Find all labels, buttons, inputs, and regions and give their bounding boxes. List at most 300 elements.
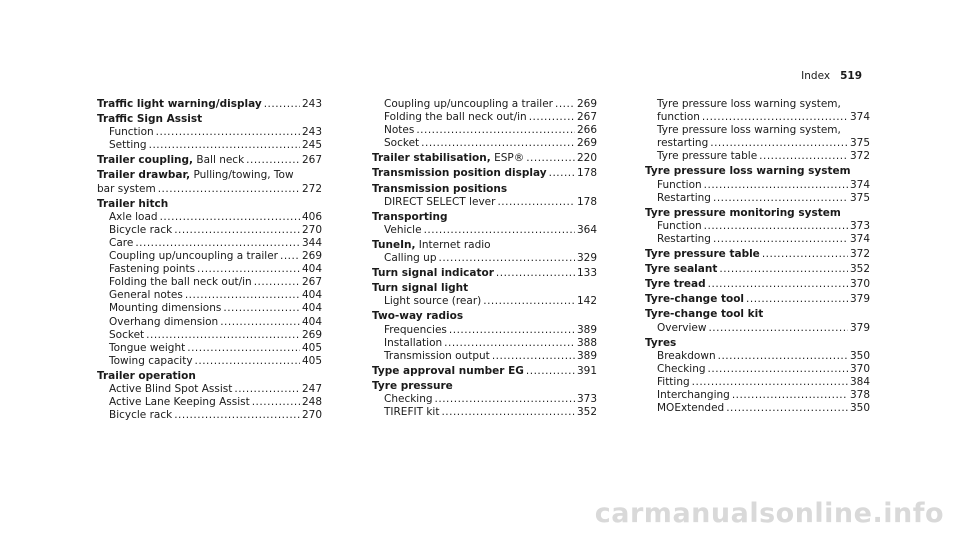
index-subentry [372, 324, 597, 337]
subentry-text: Axle load [109, 210, 158, 223]
entry-heading: Tyre-change tool kit [645, 308, 764, 321]
page-ref: 405 [301, 354, 322, 367]
leader-dots [146, 329, 300, 342]
leader-dots [704, 179, 848, 192]
index-subentry [645, 389, 870, 402]
entry-heading: Tyre sealant [645, 263, 718, 276]
index-subentry [97, 302, 322, 315]
index-subentry [97, 237, 322, 250]
index-entry-line [372, 310, 597, 323]
index-subentry [97, 139, 322, 152]
page-ref: 344 [301, 236, 322, 249]
index-subentry [372, 252, 597, 265]
entry-text [372, 211, 448, 224]
subentry-text: Fastening points [109, 263, 196, 276]
leader-dots [174, 224, 300, 237]
leader-dots [555, 98, 575, 111]
entry-heading: Turn signal light [372, 282, 469, 295]
page-ref: 370 [849, 278, 870, 291]
subentry-text: General notes [109, 289, 183, 302]
entry-continuation: bar system [97, 182, 156, 195]
entry-suffix: Ball neck [193, 154, 245, 167]
index-entry [645, 207, 870, 246]
page-ref: 389 [576, 323, 597, 336]
page-ref: 267 [576, 111, 597, 124]
index-entry-line [97, 98, 322, 111]
page-ref: 269 [576, 137, 597, 150]
leader-dots [497, 196, 575, 209]
page-ref: 404 [301, 315, 322, 328]
leader-dots [708, 322, 848, 335]
leader-dots [197, 263, 300, 276]
leader-dots [195, 355, 300, 368]
leader-dots [187, 342, 300, 355]
leader-dots [149, 139, 300, 152]
leader-dots [762, 248, 848, 261]
index-entry-line [372, 183, 597, 196]
index-entry [372, 365, 597, 378]
index-subentry [645, 376, 870, 389]
page-ref: 375 [849, 137, 870, 150]
subentry-continuation: function [657, 111, 700, 124]
index-column-1 [97, 98, 322, 424]
subentry-text: Folding the ball neck out/in [384, 111, 527, 124]
entry-heading: Trailer drawbar, [97, 169, 191, 182]
index-entry-line [372, 239, 597, 252]
entry-text [97, 198, 168, 211]
entry-text [372, 310, 463, 323]
index-column-2 [372, 98, 597, 421]
page-ref: 352 [576, 406, 597, 419]
index-subentry [645, 192, 870, 205]
subentry-text: Function [657, 219, 702, 232]
entry-text [372, 183, 507, 196]
index-entry [645, 248, 870, 261]
leader-dots [135, 237, 300, 250]
index-entry-line [97, 169, 322, 182]
leader-dots [710, 137, 848, 150]
leader-dots [549, 167, 575, 180]
entry-heading: Tyre pressure table [645, 248, 760, 261]
subentry-text: Notes [384, 124, 415, 137]
leader-dots [692, 376, 848, 389]
subentry-text: Tyre pressure loss warning system, [657, 98, 841, 110]
entry-text [645, 308, 763, 321]
index-subentry [372, 406, 597, 419]
entry-heading: Trailer coupling, [97, 154, 194, 167]
index-entry [645, 293, 870, 306]
index-subentry [645, 150, 870, 163]
page-ref: 404 [301, 263, 322, 276]
subentry-text: Checking [384, 392, 433, 405]
leader-dots [424, 224, 575, 237]
entry-heading: Two-way radios [372, 310, 464, 323]
leader-dots [416, 124, 575, 137]
leader-dots [252, 396, 300, 409]
entry-heading: Transmission position display [372, 167, 547, 180]
page-ref: 350 [849, 402, 870, 415]
index-subentry [372, 224, 597, 237]
index-subentry [97, 289, 322, 302]
index-subentry [372, 350, 597, 363]
index-subentry [97, 342, 322, 355]
leader-dots [704, 220, 848, 233]
page-ref: 350 [849, 349, 870, 362]
entry-heading: Trailer stabilisation, [372, 152, 491, 165]
index-entry-line [97, 113, 322, 126]
page-ref: 243 [301, 126, 322, 139]
subentry-text: Tyre pressure loss warning system, [657, 124, 841, 137]
entry-heading: Traffic Sign Assist [97, 113, 203, 126]
index-entry-line [97, 154, 322, 167]
index-entry-line [645, 248, 870, 261]
leader-dots [160, 211, 300, 224]
index-subentry [97, 224, 322, 237]
leader-dots [444, 337, 575, 350]
subentry-text: Vehicle [384, 223, 422, 236]
entry-text [372, 152, 524, 165]
leader-dots [220, 316, 300, 329]
entry-text [372, 282, 468, 295]
index-subentry [645, 98, 870, 111]
index-subentry [372, 111, 597, 124]
page-ref: 374 [849, 232, 870, 245]
leader-dots [526, 365, 575, 378]
index-entry [645, 165, 870, 204]
entry-heading: Type approval number EG [372, 364, 524, 377]
index-entry-line [372, 365, 597, 378]
index-subentry [645, 402, 870, 415]
entry-text [645, 293, 744, 306]
index-entry-line [645, 278, 870, 291]
entry-text [97, 154, 244, 167]
page-ref: 178 [576, 167, 597, 180]
leader-dots [492, 350, 575, 363]
index-entry [97, 169, 322, 195]
subentry-text: Active Blind Spot Assist [109, 382, 233, 395]
entry-heading: Tyre tread [645, 278, 706, 291]
page-ref: 220 [576, 152, 597, 165]
entry-text [97, 98, 262, 111]
page-ref: 404 [301, 289, 322, 302]
page-ref: 379 [849, 321, 870, 334]
entry-heading: Tyre pressure [372, 379, 453, 392]
entry-heading: Transporting [372, 210, 448, 223]
entry-heading: Trailer hitch [97, 197, 169, 210]
index-entry [97, 113, 322, 152]
index-subentry [97, 316, 322, 329]
index-entry [97, 198, 322, 368]
index-entry-line [97, 370, 322, 383]
leader-dots [441, 406, 575, 419]
index-entry-line [645, 207, 870, 220]
page-ref: 267 [301, 154, 322, 167]
subentry-text: Frequencies [384, 323, 447, 336]
index-entry-line [372, 152, 597, 165]
subentry-text: Transmission output [384, 349, 490, 362]
entry-text [372, 167, 547, 180]
subentry-text: Tongue weight [109, 341, 186, 354]
index-entry-line [372, 167, 597, 180]
entry-heading: Turn signal indicator [372, 267, 494, 280]
entry-text [645, 165, 851, 178]
index-subentry [97, 396, 322, 409]
page-ref: 374 [849, 111, 870, 124]
subentry-text: Overview [657, 321, 707, 334]
page-ref: 372 [849, 248, 870, 261]
leader-dots [526, 152, 575, 165]
index-subentry [97, 263, 322, 276]
index-subentry [645, 350, 870, 363]
page-ref: 384 [849, 375, 870, 388]
subentry-text: Bicycle rack [109, 409, 173, 422]
index-subentry [372, 337, 597, 350]
index-entry-line [645, 293, 870, 306]
index-entry [97, 98, 322, 111]
index-entry-line [645, 165, 870, 178]
index-subentry [645, 179, 870, 192]
index-entry-line [372, 211, 597, 224]
leader-dots [726, 402, 848, 415]
subentry-text: Socket [109, 328, 145, 341]
page-ref: 270 [301, 223, 322, 236]
index-subentry [645, 137, 870, 150]
index-subentry [97, 329, 322, 342]
page-ref: 272 [301, 182, 322, 195]
subentry-text: Light source (rear) [384, 295, 482, 308]
subentry-text: TIREFIT kit [384, 406, 440, 419]
leader-dots [439, 252, 575, 265]
index-entry [372, 167, 597, 180]
entry-text [97, 113, 202, 126]
leader-dots [529, 111, 575, 124]
index-entry [645, 308, 870, 334]
leader-dots [174, 409, 300, 422]
leader-dots [483, 295, 575, 308]
index-entry-line [97, 183, 322, 196]
entry-suffix: Pulling/towing, Tow [190, 169, 294, 182]
page-ref: 364 [576, 223, 597, 236]
index-subentry [645, 233, 870, 246]
leader-dots [449, 324, 575, 337]
index-entry [645, 337, 870, 416]
leader-dots [435, 393, 575, 406]
index-subentry [372, 124, 597, 137]
index-subentry [97, 211, 322, 224]
entry-text [372, 239, 491, 252]
page-ref: 269 [301, 328, 322, 341]
subentry-text: DIRECT SELECT lever [384, 195, 496, 208]
subentry-text: Socket [384, 137, 420, 150]
page-ref: 378 [849, 388, 870, 401]
index-subentry [645, 220, 870, 233]
leader-dots [264, 98, 300, 111]
entry-heading: Tyre pressure loss warning system [645, 165, 851, 178]
entry-suffix: Internet radio [415, 238, 491, 251]
page-ref: 379 [849, 293, 870, 306]
subentry-text: MOExtended [657, 402, 725, 415]
page-ref: 375 [849, 191, 870, 204]
leader-dots [759, 150, 848, 163]
page-ref: 178 [576, 195, 597, 208]
index-entry [372, 239, 597, 265]
leader-dots [713, 192, 848, 205]
page-ref: 248 [301, 396, 322, 409]
subentry-text: Installation [384, 336, 443, 349]
page-ref: 391 [576, 364, 597, 377]
subentry-text: Overhang dimension [109, 315, 219, 328]
index-subentry [645, 124, 870, 137]
subentry-text: Function [109, 126, 154, 139]
page-ref: 374 [849, 178, 870, 191]
page-ref: 405 [301, 341, 322, 354]
entry-heading: Tyre-change tool [645, 293, 745, 306]
index-entry [372, 282, 597, 308]
page-ref: 373 [576, 392, 597, 405]
leader-dots [280, 250, 300, 263]
index-entry [645, 278, 870, 291]
subentry-text: Calling up [384, 252, 437, 265]
leader-dots [702, 111, 848, 124]
leader-dots [246, 154, 300, 167]
header-title: Index [801, 70, 831, 82]
page-ref: 270 [301, 409, 322, 422]
leader-dots [158, 183, 300, 196]
index-subentry [372, 98, 597, 111]
leader-dots [421, 137, 575, 150]
page-ref: 243 [301, 98, 322, 110]
entry-heading: TuneIn, [372, 238, 416, 251]
page-ref: 370 [849, 362, 870, 375]
entry-text [645, 263, 717, 276]
leader-dots [708, 363, 848, 376]
entry-text [645, 207, 841, 220]
entry-heading: Tyres [645, 336, 677, 349]
leader-dots [496, 267, 575, 280]
index-subentry [372, 196, 597, 209]
entry-text [372, 380, 453, 393]
subentry-text: Mounting dimensions [109, 302, 222, 315]
leader-dots [254, 276, 300, 289]
subentry-text: Towing capacity [109, 354, 193, 367]
entry-text [97, 370, 196, 383]
index-entry-line [645, 337, 870, 350]
index-entry [372, 267, 597, 280]
index-entry [645, 263, 870, 276]
index-entry-line [372, 267, 597, 280]
index-subentry [97, 383, 322, 396]
leader-dots [234, 383, 300, 396]
entry-heading: Trailer operation [97, 369, 196, 382]
watermark: carmanualsonline.info [594, 498, 944, 529]
subentry-text: Setting [109, 139, 147, 152]
index-subentry [645, 111, 870, 124]
index-entry [372, 152, 597, 165]
page-ref: 388 [576, 336, 597, 349]
index-column-3 [645, 98, 870, 417]
index-subentry [97, 126, 322, 139]
subentry-text: Restarting [657, 232, 711, 245]
subentry-text: Coupling up/uncoupling a trailer [384, 98, 553, 110]
index-entry [97, 154, 322, 167]
index-entry-line [645, 263, 870, 276]
index-entry-line [645, 308, 870, 321]
subentry-text: Active Lane Keeping Assist [109, 396, 250, 409]
leader-dots [746, 293, 848, 306]
leader-dots [185, 289, 300, 302]
subentry-continuation: restarting [657, 137, 709, 150]
page-ref: 406 [301, 210, 322, 223]
index-entry-line [97, 198, 322, 211]
index-subentry [97, 355, 322, 368]
index-subentry [645, 322, 870, 335]
page-ref: 267 [301, 276, 322, 289]
index-entry [372, 98, 597, 150]
entry-heading: Traffic light warning/display [97, 98, 262, 110]
page-ref: 329 [576, 252, 597, 265]
subentry-text: Function [657, 178, 702, 191]
index-entry [372, 310, 597, 362]
entry-text [372, 267, 494, 280]
index-entry-line [372, 282, 597, 295]
subentry-text: Breakdown [657, 349, 716, 362]
leader-dots [718, 350, 848, 363]
entry-text [645, 248, 760, 261]
page-ref: 389 [576, 349, 597, 362]
page-ref: 266 [576, 124, 597, 137]
index-subentry [372, 393, 597, 406]
index-entry [97, 370, 322, 422]
page-ref: 372 [849, 150, 870, 163]
entry-text [372, 365, 524, 378]
leader-dots [719, 263, 848, 276]
entry-suffix: ESP® [490, 152, 525, 165]
entry-heading: Tyre pressure monitoring system [645, 206, 841, 219]
page-ref: 269 [576, 98, 597, 110]
leader-dots [713, 233, 848, 246]
subentry-text: Restarting [657, 191, 711, 204]
page-ref: 245 [301, 139, 322, 152]
subentry-text: Coupling up/uncoupling a trailer [109, 250, 278, 263]
subentry-text: Interchanging [657, 388, 730, 401]
index-subentry [97, 250, 322, 263]
entry-text [97, 169, 294, 182]
leader-dots [223, 302, 300, 315]
subentry-text: Care [109, 236, 134, 249]
index-entry [372, 183, 597, 209]
subentry-text: Tyre pressure table [657, 150, 758, 163]
index-entry [645, 98, 870, 163]
entry-text [645, 278, 706, 291]
page-ref: 142 [576, 295, 597, 308]
index-entry-line [372, 380, 597, 393]
leader-dots [732, 389, 848, 402]
index-subentry [645, 363, 870, 376]
page-ref: 404 [301, 302, 322, 315]
subentry-text: Bicycle rack [109, 223, 173, 236]
index-entry [372, 380, 597, 419]
index-entry [372, 211, 597, 237]
page-ref: 269 [301, 250, 322, 263]
index-subentry [97, 409, 322, 422]
subentry-text: Folding the ball neck out/in [109, 276, 252, 289]
subentry-text: Checking [657, 362, 706, 375]
subentry-text: Fitting [657, 375, 690, 388]
index-subentry [97, 276, 322, 289]
page-number: 519 [840, 70, 862, 82]
page-ref: 247 [301, 382, 322, 395]
page-ref: 352 [849, 263, 870, 276]
